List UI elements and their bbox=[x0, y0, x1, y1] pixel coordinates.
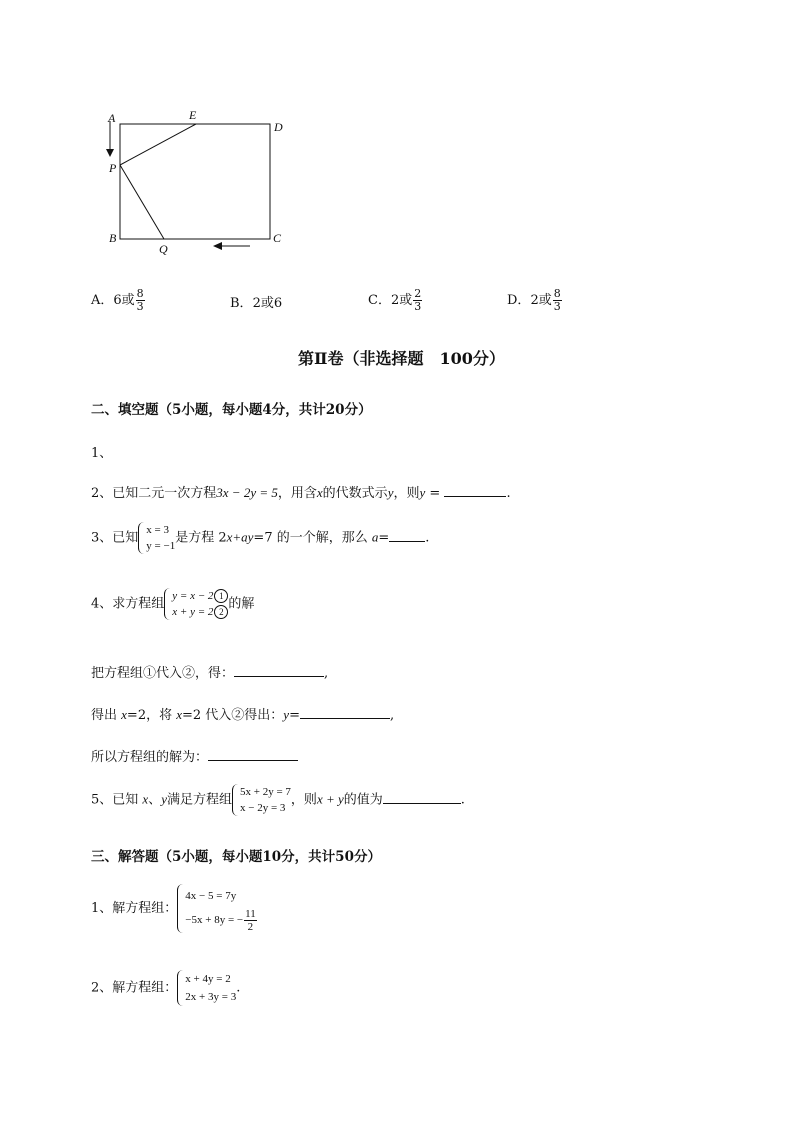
solve-header: 三、解答题（5小题，每小题10分，共计50分） bbox=[91, 849, 381, 865]
equation-system: 5x + 2y = 7 x − 2y = 3 bbox=[232, 784, 291, 816]
arrow-down-icon bbox=[106, 149, 114, 157]
fraction: $\frac{8}{3}$ bbox=[136, 287, 144, 313]
fraction: $\frac{2}{3}$ bbox=[414, 287, 422, 313]
question-4-step-2: 得出 x=2，将 x=2 代入②得出：y= , bbox=[91, 707, 395, 723]
option-b: B．2或6 bbox=[230, 296, 283, 311]
section-title: 第Ⅱ卷（非选择题 100分） bbox=[298, 349, 505, 368]
question-5: 5、已知 x、y满足方程组 5x + 2y = 7 x − 2y = 3 ，则x + y的值为 . bbox=[91, 786, 465, 814]
label-e: E bbox=[189, 108, 197, 122]
answer-blank[interactable] bbox=[300, 706, 390, 719]
segment-pq bbox=[120, 165, 164, 239]
question-4-step-1: 把方程组①代入②，得： , bbox=[91, 666, 329, 681]
label-c: C bbox=[273, 231, 282, 245]
question-4: 4、求方程组 y = x − 2 1 x + y = 2 2 的解 bbox=[91, 590, 255, 618]
label-d: D bbox=[274, 120, 283, 134]
answer-blank[interactable] bbox=[389, 529, 425, 542]
question-4-step-3: 所以方程组的解为： bbox=[91, 746, 298, 765]
equation-system: x + 4y = 2 2x + 3y = 3 bbox=[177, 970, 236, 1006]
label-b: B bbox=[109, 231, 117, 245]
answer-blank[interactable] bbox=[383, 791, 461, 804]
solve-question-2: 2、解方程组： x + 4y = 2 2x + 3y = 3 . bbox=[91, 970, 240, 1006]
label-p: P bbox=[109, 161, 117, 175]
answer-blank[interactable] bbox=[208, 748, 298, 761]
segment-pe bbox=[120, 124, 196, 165]
question-2: 2、已知二元一次方程3x − 2y = 5，用含x的代数式示y，则y = . bbox=[91, 485, 511, 501]
answer-blank[interactable] bbox=[444, 484, 506, 497]
fraction: $\frac{8}{3}$ bbox=[553, 287, 561, 313]
arrow-left-icon bbox=[213, 242, 222, 250]
fill-in-header: 二、填空题（5小题，每小题4分，共计20分） bbox=[91, 402, 372, 418]
label-q: Q bbox=[159, 242, 168, 256]
question-3: 3、已知 x = 3 y = −1 是方程 2x+ay=7 的一个解，那么 a= . bbox=[91, 524, 430, 552]
rectangle-figure bbox=[100, 105, 300, 260]
question-1: 1、 bbox=[91, 446, 113, 461]
answer-blank[interactable] bbox=[234, 664, 324, 677]
label-a: A bbox=[108, 111, 116, 125]
equation-system: 4x − 5 = 7y −5x + 8y = − $\frac{11}{2}$ bbox=[177, 884, 256, 933]
option-c: C．2或 $\frac{2}{3}$ bbox=[368, 287, 422, 313]
equation-system: y = x − 2 1 x + y = 2 2 bbox=[164, 588, 228, 620]
solve-question-1: 1、解方程组： 4x − 5 = 7y −5x + 8y = − $\frac{11}{2}$ bbox=[91, 884, 257, 933]
equation-system: x = 3 y = −1 bbox=[138, 522, 175, 554]
rectangle-abcd bbox=[120, 124, 270, 239]
fraction: $\frac{11}{2}$ bbox=[245, 908, 256, 933]
option-a: A．6或 $\frac{8}{3}$ bbox=[91, 287, 144, 313]
option-d: D．2或 $\frac{8}{3}$ bbox=[507, 287, 561, 313]
